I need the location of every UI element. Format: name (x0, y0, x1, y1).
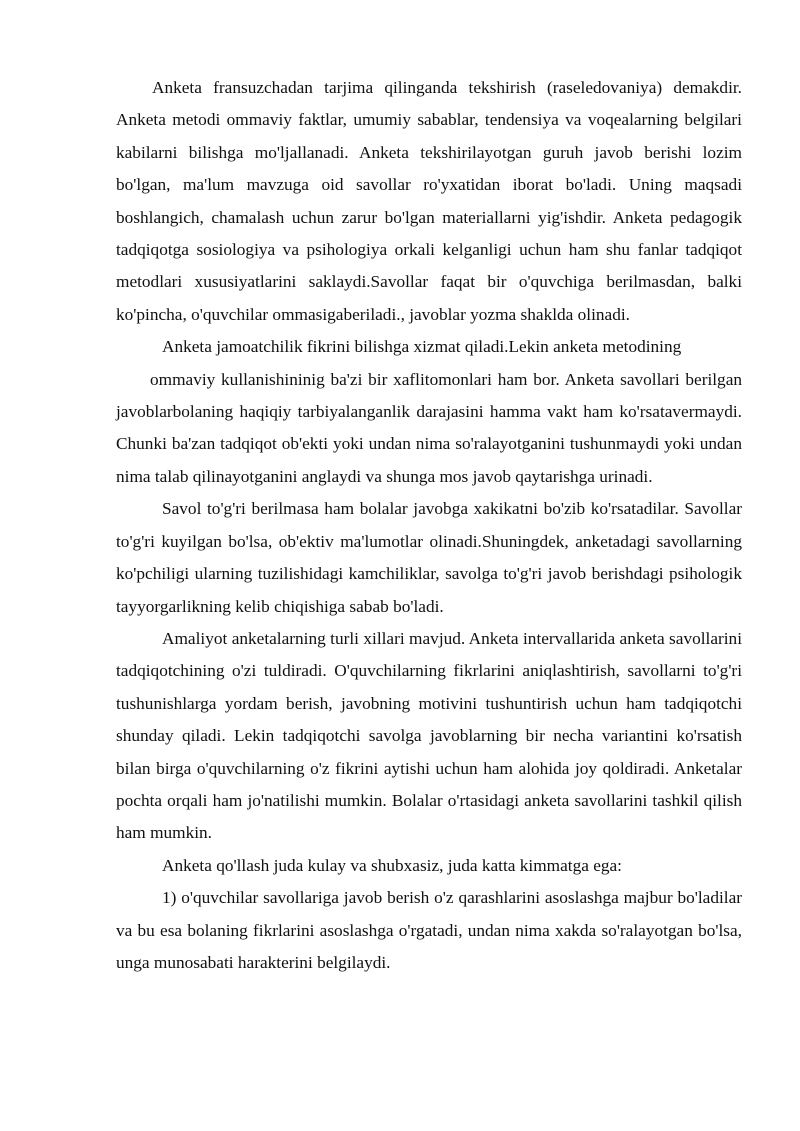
paragraph-continuation: ommaviy kullanishininig ba'zi bir xaflitomonlari ham bor. Anketa savollari berilgan javoblarbolaning haqiqiy tarbiyalanganlik darajasini hamma vakt ham ko'rsatavermaydi. Chunki ba'zan tadqiqot ob'ekti yoki undan nima so'ralayotganini tushunmaydi yoki undan nima talab qilinayotganini anglaydi va shunga mos javob qaytarishga urinadi. (116, 369, 742, 486)
document-body (116, 72, 742, 979)
paragraph-anketa-drawbacks (116, 331, 742, 493)
paragraph-anketa-definition: Anketa fransuzchadan tarjima qilinganda tekshirish (raseledovaniya) demakdir. Anketa metodi ommaviy faktlar, umumiy sabablar, tendensiya va voqealarning belgilari kabilarni bilishga mo'ljallanadi. Anketa tekshirilayotgan guruh javob berishi lozim bo'lgan, ma'lum mavzuga oid savollar ro'yxatidan iborat bo'ladi. Uning maqsadi boshlangich, chamalash uchun zarur bo'lgan materiallarni yig'ishdir. Anketa pedagogik tadqiqotga sosiologiya va psihologiya orkali kelganligi uchun ham shu fanlar tadqiqot metodlari xususiyatlarini saklaydi.Savollar faqat bir o'quvchiga berilmasdan, balki ko'pincha, o'quvchilar ommasigaberiladi., javoblar yozma shaklda olinadi. (116, 78, 742, 324)
paragraph-first-line: Anketa jamoatchilik fikrini bilishga xizmat qiladi.Lekin anketa metodining (162, 337, 682, 357)
paragraph-anketa-value: Anketa qo'llash juda kulay va shubxasiz, juda katta kimmatga ega: (162, 855, 622, 875)
paragraph-question-wording: Savol to'g'ri berilmasa ham bolalar javobga xakikatni bo'zib ko'rsatadilar. Savollar to'g'ri kuyilgan bo'lsa, ob'ektiv ma'lumotlar olinadi.Shuningdek, anketadagi savollarning ko'pchiligi ularning tuzilishidagi kamchiliklar, savolga to'g'ri javob berishdagi psihologik tayyorgarlikning kelib chiqishiga sabab bo'ladi. (116, 499, 742, 616)
paragraph-list-item-1: 1) o'quvchilar savollariga javob berish o'z qarashlarini asoslashga majbur bo'ladilar va bu esa bolaning fikrlarini asoslashga o'rgatadi, undan nima xakda so'ralayotgan bo'lsa, unga munosabati harakterini belgilaydi. (116, 888, 742, 972)
paragraph-anketa-types: Amaliyot anketalarning turli xillari mavjud. Anketa intervallarida anketa savollarini tadqiqotchining o'zi tuldiradi. O'quvchilarning fikrlarini aniqlashtirish, savollarni to'g'ri tushunishlarga yordam berish, javobning motivini tushuntirish uchun ham tadqiqotchi shunday qiladi. Lekin tadqiqotchi savolga javoblarning bir necha variantini ko'rsatish bilan birga o'quvchilarning o'z fikrini aytishi uchun ham alohida joy qoldiradi. Anketalar pochta orqali ham jo'natilishi mumkin. Bolalar o'rtasidagi anketa savollarini tashkil qilish ham mumkin. (116, 628, 742, 843)
